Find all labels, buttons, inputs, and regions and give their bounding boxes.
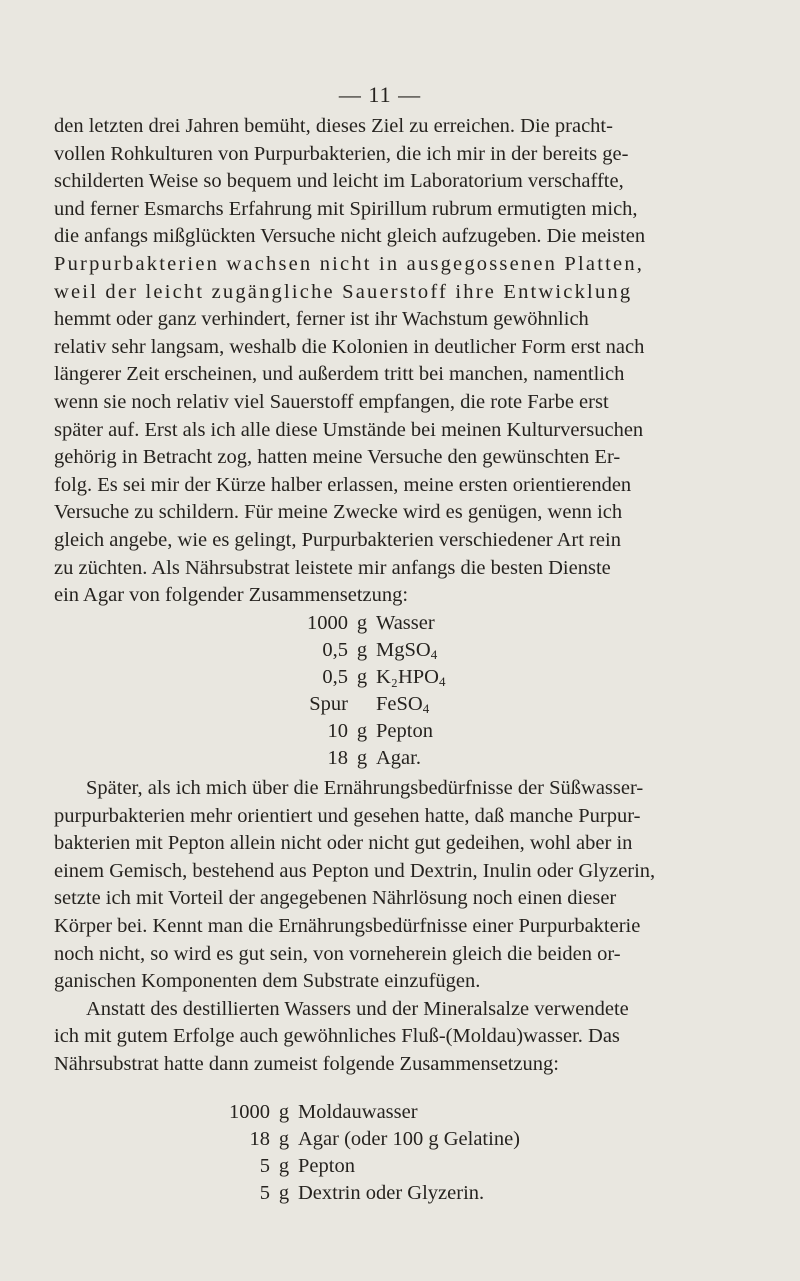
recipe-unit: g xyxy=(356,720,368,742)
text-line: ein Agar von folgender Zusammensetzung: xyxy=(54,584,409,607)
text-line: folg. Es sei mir der Kürze halber erlassen, meine ersten orientierenden xyxy=(54,473,632,496)
text-line: Später, als ich mich über die Ernährungsbedürfnisse der Süßwasser- xyxy=(86,777,644,799)
recipe-unit: g xyxy=(278,1155,290,1177)
recipe-row xyxy=(290,691,445,718)
recipe-ingredient: Moldauwasser xyxy=(298,1101,418,1123)
paragraph-1 xyxy=(54,113,744,610)
recipe-qty: Spur xyxy=(309,693,348,715)
recipe-ingredient: Wasser xyxy=(376,612,435,634)
recipe-unit: g xyxy=(278,1128,290,1150)
recipe-ingredient: MgSO$_4$ xyxy=(376,639,438,662)
text-line: und ferner Esmarchs Erfahrung mit Spirillum rubrum ermutigten mich, xyxy=(54,197,638,220)
text-line: später auf. Erst als ich alle diese Umstände bei meinen Kulturversuchen xyxy=(54,418,644,441)
text-line: hemmt oder ganz verhindert, ferner ist ihr Wachstum gewöhnlich xyxy=(54,308,589,331)
recipe-qty: 5 xyxy=(259,1182,270,1204)
paragraph-2 xyxy=(54,775,744,1079)
recipe-ingredient: Dextrin oder Glyzerin. xyxy=(298,1182,485,1204)
recipe-unit: g xyxy=(356,666,368,688)
text-line: noch nicht, so wird es gut sein, von vorneherein gleich die beiden or- xyxy=(54,942,621,965)
recipe-qty: 18 xyxy=(327,747,348,769)
page-number: — 11 — xyxy=(338,82,422,107)
text-line: weil der leicht zugängliche Sauerstoff ihre Entwicklung xyxy=(54,280,633,303)
text-line: ich mit gutem Erfolge auch gewöhnliches Fluß-(Moldau)wasser. Das xyxy=(54,1025,620,1048)
recipe-row xyxy=(290,745,445,772)
text-line: Purpurbakterien wachsen nicht in ausgegossenen Platten, xyxy=(54,252,645,275)
recipe-row xyxy=(290,718,445,745)
recipe-2 xyxy=(218,1099,520,1207)
text-line: längerer Zeit erscheinen, und außerdem tritt bei manchen, namentlich xyxy=(54,363,625,386)
text-line: gleich angebe, wie es gelingt, Purpurbakterien verschiedener Art rein xyxy=(54,528,621,551)
recipe-row xyxy=(290,664,445,691)
text-line: setzte ich mit Vorteil der angegebenen Nährlösung noch einen dieser xyxy=(54,887,617,910)
recipe-ingredient: Agar (oder 100 g Gelatine) xyxy=(298,1128,520,1150)
recipe-qty: 18 xyxy=(249,1128,270,1150)
text-line: einem Gemisch, bestehend aus Pepton und Dextrin, Inulin oder Glyzerin, xyxy=(54,859,656,882)
text-line: Anstatt des destillierten Wassers und der Mineralsalze verwendete xyxy=(86,997,629,1020)
recipe-qty: 10 xyxy=(327,720,348,742)
text-line: bakterien mit Pepton allein nicht oder nicht gut gedeihen, wohl aber in xyxy=(54,832,633,855)
recipe-qty: 5 xyxy=(259,1155,270,1177)
recipe-row xyxy=(218,1126,520,1153)
text-line: ganischen Komponenten dem Substrate einzufügen. xyxy=(54,970,481,993)
text-line: die anfangs mißglückten Versuche nicht gleich aufzugeben. Die meisten xyxy=(54,225,646,248)
recipe-ingredient: Agar. xyxy=(376,747,421,769)
recipe-ingredient: $K_2HPO_4$ xyxy=(376,666,446,689)
text-line: Nährsubstrat hatte dann zumeist folgende Zusammensetzung: xyxy=(54,1052,559,1075)
recipe-row xyxy=(290,610,445,637)
text-line: relativ sehr langsam, weshalb die Kolonien in deutlicher Form erst nach xyxy=(54,335,645,358)
recipe-row xyxy=(218,1180,520,1207)
recipe-unit: g xyxy=(356,747,368,769)
recipe-row xyxy=(218,1153,520,1180)
recipe-row xyxy=(290,637,445,664)
text-line: wenn sie noch relativ viel Sauerstoff empfangen, die rote Farbe erst xyxy=(54,390,609,413)
text-line: schilderten Weise so bequem und leicht im Laboratorium verschaffte, xyxy=(54,170,624,193)
recipe-qty: 1000 xyxy=(229,1101,270,1123)
text-line: vollen Rohkulturen von Purpurbakterien, die ich mir in der bereits ge- xyxy=(54,142,629,165)
recipe-unit: g xyxy=(356,639,368,661)
recipe-unit: g xyxy=(278,1182,290,1204)
recipe-ingredient: FeSO$_4$ xyxy=(376,693,430,716)
text-line: gehörig in Betracht zog, hatten meine Versuche den gewünschten Er- xyxy=(54,446,621,469)
recipe-1 xyxy=(290,610,445,772)
recipe-ingredient: Pepton xyxy=(376,720,433,742)
recipe-qty: 0,5 xyxy=(322,666,348,688)
recipe-unit: g xyxy=(356,612,368,634)
recipe-unit: g xyxy=(278,1101,290,1123)
text-line: den letzten drei Jahren bemüht, dieses Ziel zu erreichen. Die pracht- xyxy=(54,115,613,137)
recipe-unit xyxy=(348,691,376,718)
recipe-ingredient: Pepton xyxy=(298,1155,355,1177)
text-line: Körper bei. Kennt man die Ernährungsbedürfnisse einer Purpurbakterie xyxy=(54,914,641,937)
text-line: Versuche zu schildern. Für meine Zwecke wird es genügen, wenn ich xyxy=(54,501,623,524)
recipe-row xyxy=(218,1099,520,1126)
recipe-qty: 0,5 xyxy=(322,639,348,661)
recipe-qty: 1000 xyxy=(307,612,348,634)
text-line: purpurbakterien mehr orientiert und gesehen hatte, daß manche Purpur- xyxy=(54,804,641,827)
text-line: zu züchten. Als Nährsubstrat leistete mir anfangs die besten Dienste xyxy=(54,556,611,579)
